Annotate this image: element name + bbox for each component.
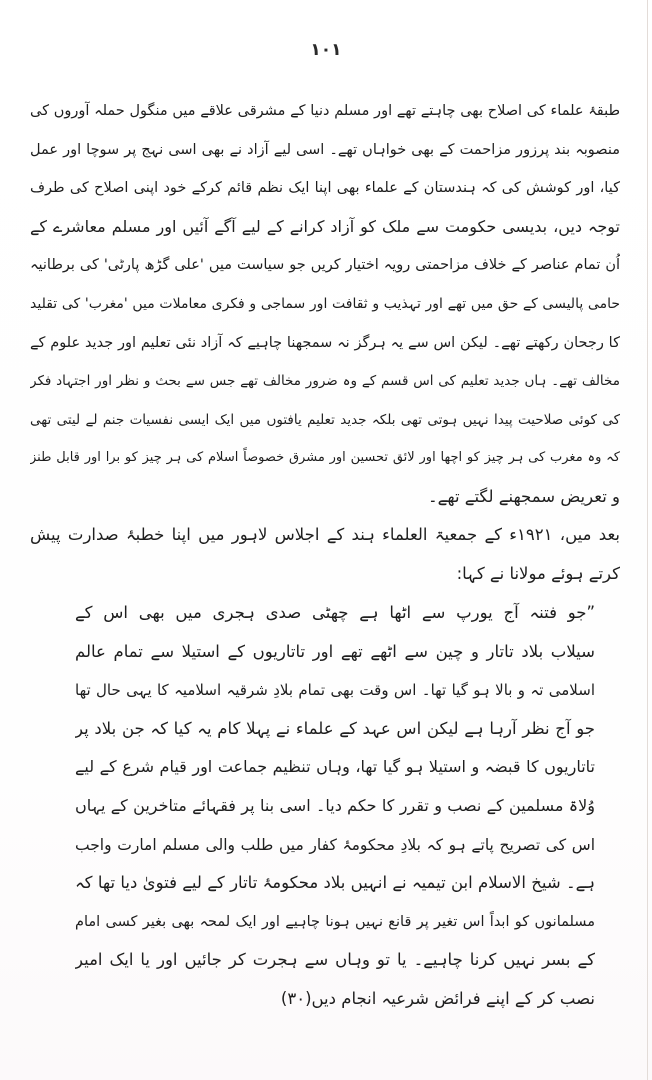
quote-line: وُلاۃ مسلمین کے نصب و تقرر کا حکم دیا۔ اسی بنا پر فقہائے متاخرین کے یہاں [75, 795, 595, 815]
quote-line: مسلمانوں کو ابداً اس تغیر پر قانع نہیں ہونا چاہیے اور ایک لمحہ بھی بغیر کسی امام [75, 913, 595, 930]
text-line: مخالف تھے۔ ہاں جدید تعلیم کی اس قسم کے وہ ضرور مخالف تھے جس سے بحث و نظر اور اجتہاد فکر [30, 373, 620, 390]
quote-line: ”جو فتنہ آج یورپ سے اٹھا ہے چھٹی صدی ہجری میں بھی اس کے [75, 603, 595, 622]
text-line: کا رجحان رکھتے تھے۔ لیکن اس سے یہ ہرگز نہ سمجھنا چاہیے کہ آزاد نئی تعلیم اور جدید علوم کے [30, 334, 620, 351]
quote-line: ہے۔ شیخ الاسلام ابن تیمیہ نے انہیں بلاد محکومۂ تاتار کے لیے فتویٰ دیا تھا کہ [75, 873, 595, 893]
main-paragraph [30, 92, 620, 517]
page-edge-divider [647, 0, 648, 1080]
text-line: حامی پالیسی کے حق میں تھے اور تہذیب و ثقافت اور سماجی و فکری معاملات میں 'مغرب' کی تقلید [30, 295, 620, 312]
intro-paragraph [30, 516, 620, 593]
text-line: کی کوئی صلاحیت پیدا نہیں ہوتی تھی بلکہ جدید تعلیم یافتوں میں ایک ایسی نفسیات جنم لے لیتی تھی [30, 411, 620, 428]
quote-line: اسلامی تہ و بالا ہو گیا تھا۔ اس وقت بھی تمام بلادِ شرقیہ اسلامیہ کا یہی حال تھا [75, 681, 595, 700]
text-line: توجہ دیں، بدیسی حکومت سے ملک کو آزاد کرانے کے لیے آگے آئیں اور مسلم معاشرے کے [30, 216, 620, 236]
text-line: و تعریض سمجھنے لگتے تھے۔ [428, 486, 620, 506]
page-number: ١٠١ [310, 40, 342, 60]
quote-line: کے بسر نہیں کرنا چاہیے۔ یا تو وہاں سے ہجرت کر جائیں اور یا ایک امیر [75, 950, 595, 970]
text-line: منصوبہ بند پرزور مزاحمت کے بھی خواہاں تھے۔ اسی لیے آزاد نے بھی اسی نہج پر سوچا اور عمل [30, 141, 620, 158]
quote-line: اس کی تصریح پاتے ہو کہ بلادِ محکومۂ کفار میں طلب والی مسلم امارت واجب [75, 835, 595, 854]
quote-line: نصب کر کے اپنے فرائض شرعیہ انجام دیں(٣٠) [280, 988, 595, 1008]
text-line: طبقۂ علماء کی اصلاح بھی چاہتے تھے اور مسلم دنیا کے مشرقی علاقے میں منگول حملہ آوروں کی [30, 103, 620, 119]
text-line: کیا، اور کوشش کی کہ ہندستان کے علماء بھی اپنا ایک نظم قائم کرکے خود اپنی اصلاح کی طرف [30, 180, 620, 197]
text-line: کہ وہ مغرب کی ہر چیز کو اچھا اور لائق تحسین اور مشرق خصوصاً اسلام کی ہر چیز کو برا اور قابل طنز [30, 450, 620, 466]
text-line: کرتے ہوئے مولانا نے کہا: [456, 563, 620, 583]
quote-line: جو آج نظر آرہا ہے لیکن اس عہد کے علماء نے پہلا کام یہ کیا کہ جن بلاد پر [75, 718, 595, 738]
text-line: اُن تمام عناصر کے خلاف مزاحمتی رویہ اختیار کریں جو سیاست میں 'علی گڑھ پارٹی' کی برطانیہ [30, 257, 620, 274]
block-quotation [75, 594, 595, 1019]
quote-line: سیلاب بلاد تاتار و چین سے اٹھے تھے اور تاتاریوں کے استیلا سے تمام عالم [75, 641, 595, 661]
quote-line: تاتاریوں کا قبضہ و استیلا ہو گیا تھا، وہاں تنظیم جماعت اور قیام شرع کے لیے [75, 757, 595, 777]
text-line: بعد میں، ١٩٢١ء کے جمعیۃ العلماء ہند کے اجلاس لاہور میں اپنا خطبۂ صدارت پیش [30, 525, 620, 544]
